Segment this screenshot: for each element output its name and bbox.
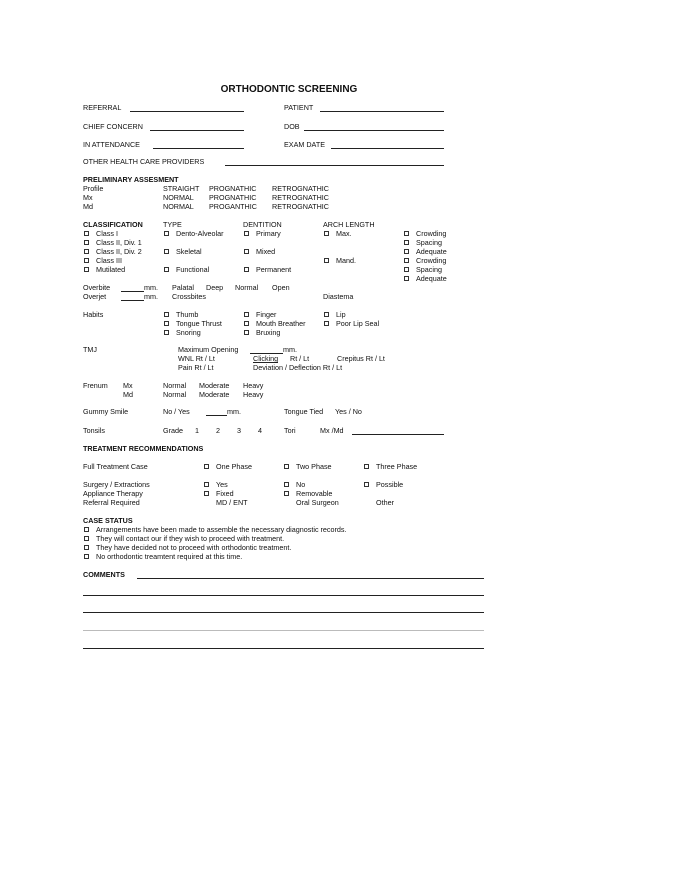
- skeletal-checkbox[interactable]: [164, 249, 169, 254]
- thumb-label: Thumb: [176, 310, 199, 319]
- case-status-2-label: They will contact our if they wish to proceed with treatment.: [96, 534, 285, 543]
- class-i-label: Class I: [96, 229, 118, 238]
- surgery-yes-checkbox[interactable]: [204, 482, 209, 487]
- other-option[interactable]: Other: [376, 498, 394, 507]
- comments-label: COMMENTS: [83, 570, 125, 579]
- max-label: Max.: [336, 229, 352, 238]
- comments-line-2[interactable]: [83, 595, 484, 596]
- tori-label: Tori: [284, 426, 296, 435]
- comments-line-1[interactable]: [137, 578, 484, 579]
- referral-field[interactable]: [130, 111, 244, 112]
- md-ent-option[interactable]: MD / ENT: [216, 498, 248, 507]
- md-normal[interactable]: NORMAL: [163, 202, 194, 211]
- lip-checkbox[interactable]: [324, 312, 329, 317]
- bruxing-checkbox[interactable]: [244, 330, 249, 335]
- frenum-label: Frenum: [83, 381, 108, 390]
- case-status-3-checkbox[interactable]: [84, 545, 89, 550]
- in-attendance-label: IN ATTENDANCE: [83, 140, 140, 149]
- chief-concern-label: CHIEF CONCERN: [83, 122, 143, 131]
- clicking-option[interactable]: Rt / Lt: [290, 354, 310, 363]
- max-adequate-label: Adequate: [416, 247, 447, 256]
- mand-crowding-checkbox[interactable]: [404, 258, 409, 263]
- class-ii-div2-checkbox[interactable]: [84, 249, 89, 254]
- frenum-md-label: Md: [123, 390, 133, 399]
- frenum-mx-label: Mx: [123, 381, 133, 390]
- referral-required-label: Referral Required: [83, 498, 140, 507]
- overjet-mm: mm.: [144, 292, 158, 301]
- grade-4-option[interactable]: 4: [258, 426, 262, 435]
- overbite-label: Overbite: [83, 283, 111, 292]
- tonsils-label: Tonsils: [83, 426, 105, 435]
- md-label: Md: [83, 202, 93, 211]
- surgery-possible-checkbox[interactable]: [364, 482, 369, 487]
- dento-alveolar-checkbox[interactable]: [164, 231, 169, 236]
- mouth-breather-label: Mouth Breather: [256, 319, 306, 328]
- functional-label: Functional: [176, 265, 210, 274]
- case-status-4-checkbox[interactable]: [84, 554, 89, 559]
- surgery-no-label: No: [296, 480, 306, 489]
- max-spacing-checkbox[interactable]: [404, 240, 409, 245]
- lip-label: Lip: [336, 310, 346, 319]
- max-checkbox[interactable]: [324, 231, 329, 236]
- two-phase-label: Two Phase: [296, 462, 332, 471]
- mand-label: Mand.: [336, 256, 356, 265]
- surgery-no-checkbox[interactable]: [284, 482, 289, 487]
- thumb-checkbox[interactable]: [164, 312, 169, 317]
- crepitus-option[interactable]: Crepitus Rt / Lt: [337, 354, 385, 363]
- comments-line-4[interactable]: [83, 630, 484, 631]
- case-status-1-label: Arrangements have been made to assemble the necessary diagnostic records.: [96, 525, 347, 534]
- wnl-option[interactable]: WNL Rt / Lt: [178, 354, 215, 363]
- page-title: ORTHODONTIC SCREENING: [220, 84, 358, 95]
- tongue-tied-option[interactable]: Yes / No: [335, 407, 362, 416]
- removable-checkbox[interactable]: [284, 491, 289, 496]
- permanent-checkbox[interactable]: [244, 267, 249, 272]
- primary-label: Primary: [256, 229, 281, 238]
- snoring-checkbox[interactable]: [164, 330, 169, 335]
- mixed-checkbox[interactable]: [244, 249, 249, 254]
- case-status-2-checkbox[interactable]: [84, 536, 89, 541]
- class-ii-div2-label: Class II, Div. 2: [96, 247, 142, 256]
- class-ii-div1-label: Class II, Div. 1: [96, 238, 142, 247]
- gummy-smile-option[interactable]: No / Yes: [163, 407, 190, 416]
- surgery-yes-label: Yes: [216, 480, 228, 489]
- three-phase-checkbox[interactable]: [364, 464, 369, 469]
- crossbites-option[interactable]: Crossbites: [172, 292, 206, 301]
- tongue-thrust-label: Tongue Thrust: [176, 319, 222, 328]
- exam-date-field[interactable]: [331, 148, 444, 149]
- chief-concern-field[interactable]: [150, 130, 244, 131]
- treatment-heading: TREATMENT RECOMMENDATIONS: [83, 444, 204, 453]
- case-status-heading: CASE STATUS: [83, 516, 133, 525]
- permanent-label: Permanent: [256, 265, 292, 274]
- mutilated-label: Mutilated: [96, 265, 126, 274]
- two-phase-checkbox[interactable]: [284, 464, 289, 469]
- fixed-label: Fixed: [216, 489, 234, 498]
- dentition-heading: DENTITION: [243, 220, 282, 229]
- mixed-label: Mixed: [256, 247, 276, 256]
- one-phase-checkbox[interactable]: [204, 464, 209, 469]
- profile-straight[interactable]: STRAIGHT: [163, 184, 200, 193]
- surgery-possible-label: Possible: [376, 480, 404, 489]
- profile-label: Profile: [83, 184, 104, 193]
- pain-option[interactable]: Pain Rt / Lt: [178, 363, 214, 372]
- max-crowding-label: Crowding: [416, 229, 447, 238]
- diastema-option[interactable]: Diastema: [323, 292, 354, 301]
- class-ii-div1-checkbox[interactable]: [84, 240, 89, 245]
- finger-checkbox[interactable]: [244, 312, 249, 317]
- case-status-1-checkbox[interactable]: [84, 527, 89, 532]
- mutilated-checkbox[interactable]: [84, 267, 89, 272]
- fixed-checkbox[interactable]: [204, 491, 209, 496]
- mand-spacing-checkbox[interactable]: [404, 267, 409, 272]
- bruxing-label: Bruxing: [256, 328, 281, 337]
- poor-lip-seal-checkbox[interactable]: [324, 321, 329, 326]
- dento-alveolar-label: Dento-Alveolar: [176, 229, 224, 238]
- patient-label: PATIENT: [284, 103, 314, 112]
- finger-label: Finger: [256, 310, 277, 319]
- surgery-label: Surgery / Extractions: [83, 480, 150, 489]
- mx-label: Mx: [83, 193, 93, 202]
- max-spacing-label: Spacing: [416, 238, 442, 247]
- mand-adequate-label: Adequate: [416, 274, 447, 283]
- clicking-label: Clicking: [253, 354, 279, 363]
- in-attendance-field[interactable]: [153, 148, 244, 149]
- grade-1-option[interactable]: 1: [195, 426, 199, 435]
- mand-checkbox[interactable]: [324, 258, 329, 263]
- frenum-mx-heavy[interactable]: Heavy: [243, 381, 264, 390]
- removable-label: Removable: [296, 489, 333, 498]
- patient-field[interactable]: [320, 111, 444, 112]
- frenum-md-moderate[interactable]: Moderate: [199, 390, 230, 399]
- mx-prognathic[interactable]: PROGNATHIC: [209, 193, 257, 202]
- oral-surgeon-option[interactable]: Oral Surgeon: [296, 498, 339, 507]
- tmj-label: TMJ: [83, 345, 97, 354]
- full-treatment-label: Full Treatment Case: [83, 462, 148, 471]
- palatal-option[interactable]: Palatal: [172, 283, 194, 292]
- dob-field[interactable]: [304, 130, 444, 131]
- other-providers-label: OTHER HEALTH CARE PROVIDERS: [83, 157, 205, 166]
- primary-checkbox[interactable]: [244, 231, 249, 236]
- class-i-checkbox[interactable]: [84, 231, 89, 236]
- referral-label: REFERRAL: [83, 103, 122, 112]
- type-heading: TYPE: [163, 220, 182, 229]
- case-status-4-label: No orthodontic treamtent required at this time.: [96, 552, 243, 561]
- grade-3-option[interactable]: 3: [237, 426, 241, 435]
- case-status-3-label: They have decided not to proceed with orthodontic treatment.: [96, 543, 292, 552]
- class-iii-label: Class III: [96, 256, 122, 265]
- functional-checkbox[interactable]: [164, 267, 169, 272]
- habits-label: Habits: [83, 310, 104, 319]
- one-phase-label: One Phase: [216, 462, 252, 471]
- arch-length-heading: ARCH LENGTH: [323, 220, 375, 229]
- frenum-mx-normal[interactable]: Normal: [163, 381, 187, 390]
- frenum-md-normal[interactable]: Normal: [163, 390, 187, 399]
- skeletal-label: Skeletal: [176, 247, 202, 256]
- normal-option[interactable]: Normal: [235, 283, 259, 292]
- deep-option[interactable]: Deep: [206, 283, 224, 292]
- tori-mx-md-label: Mx /Md: [320, 426, 344, 435]
- mx-retrognathic[interactable]: RETROGNATHIC: [272, 193, 329, 202]
- max-opening-label: Maximum Opening: [178, 345, 239, 354]
- dob-label: DOB: [284, 122, 300, 131]
- grade-2-option[interactable]: 2: [216, 426, 220, 435]
- gummy-smile-mm: mm.: [227, 407, 241, 416]
- md-proganthic[interactable]: PROGANTHIC: [209, 202, 257, 211]
- overjet-field[interactable]: [121, 300, 144, 301]
- snoring-label: Snoring: [176, 328, 201, 337]
- overbite-field[interactable]: [121, 291, 144, 292]
- mand-spacing-label: Spacing: [416, 265, 442, 274]
- mand-adequate-checkbox[interactable]: [404, 276, 409, 281]
- tongue-thrust-checkbox[interactable]: [164, 321, 169, 326]
- exam-date-label: EXAM DATE: [284, 140, 326, 149]
- tongue-tied-label: Tongue Tied: [284, 407, 324, 416]
- max-opening-mm: mm.: [283, 345, 297, 354]
- overbite-mm: mm.: [144, 283, 158, 292]
- mx-normal[interactable]: NORMAL: [163, 193, 194, 202]
- frenum-mx-moderate[interactable]: Moderate: [199, 381, 230, 390]
- profile-retrognathic[interactable]: RETROGNATHIC: [272, 184, 329, 193]
- grade-label: Grade: [163, 426, 183, 435]
- other-providers-field[interactable]: [225, 165, 444, 166]
- frenum-md-heavy[interactable]: Heavy: [243, 390, 264, 399]
- comments-line-3[interactable]: [83, 612, 484, 613]
- tori-field[interactable]: [352, 434, 444, 435]
- preliminary-heading: PRELIMINARY ASSESMENT: [83, 175, 179, 184]
- gummy-smile-label: Gummy Smile: [83, 407, 129, 416]
- deviation-option[interactable]: Deviation / Deflection Rt / Lt: [253, 363, 343, 372]
- gummy-smile-mm-field[interactable]: [206, 415, 227, 416]
- max-crowding-checkbox[interactable]: [404, 231, 409, 236]
- mand-crowding-label: Crowding: [416, 256, 447, 265]
- overjet-label: Overjet: [83, 292, 107, 301]
- mouth-breather-checkbox[interactable]: [244, 321, 249, 326]
- class-iii-checkbox[interactable]: [84, 258, 89, 263]
- max-adequate-checkbox[interactable]: [404, 249, 409, 254]
- classification-heading: CLASSIFICATION: [83, 220, 143, 229]
- open-option[interactable]: Open: [272, 283, 290, 292]
- poor-lip-seal-label: Poor Lip Seal: [336, 319, 380, 328]
- comments-line-5[interactable]: [83, 648, 484, 649]
- appliance-label: Appliance Therapy: [83, 489, 143, 498]
- profile-prognathic[interactable]: PROGNATHIC: [209, 184, 257, 193]
- three-phase-label: Three Phase: [376, 462, 418, 471]
- md-retrognathic[interactable]: RETROGNATHIC: [272, 202, 329, 211]
